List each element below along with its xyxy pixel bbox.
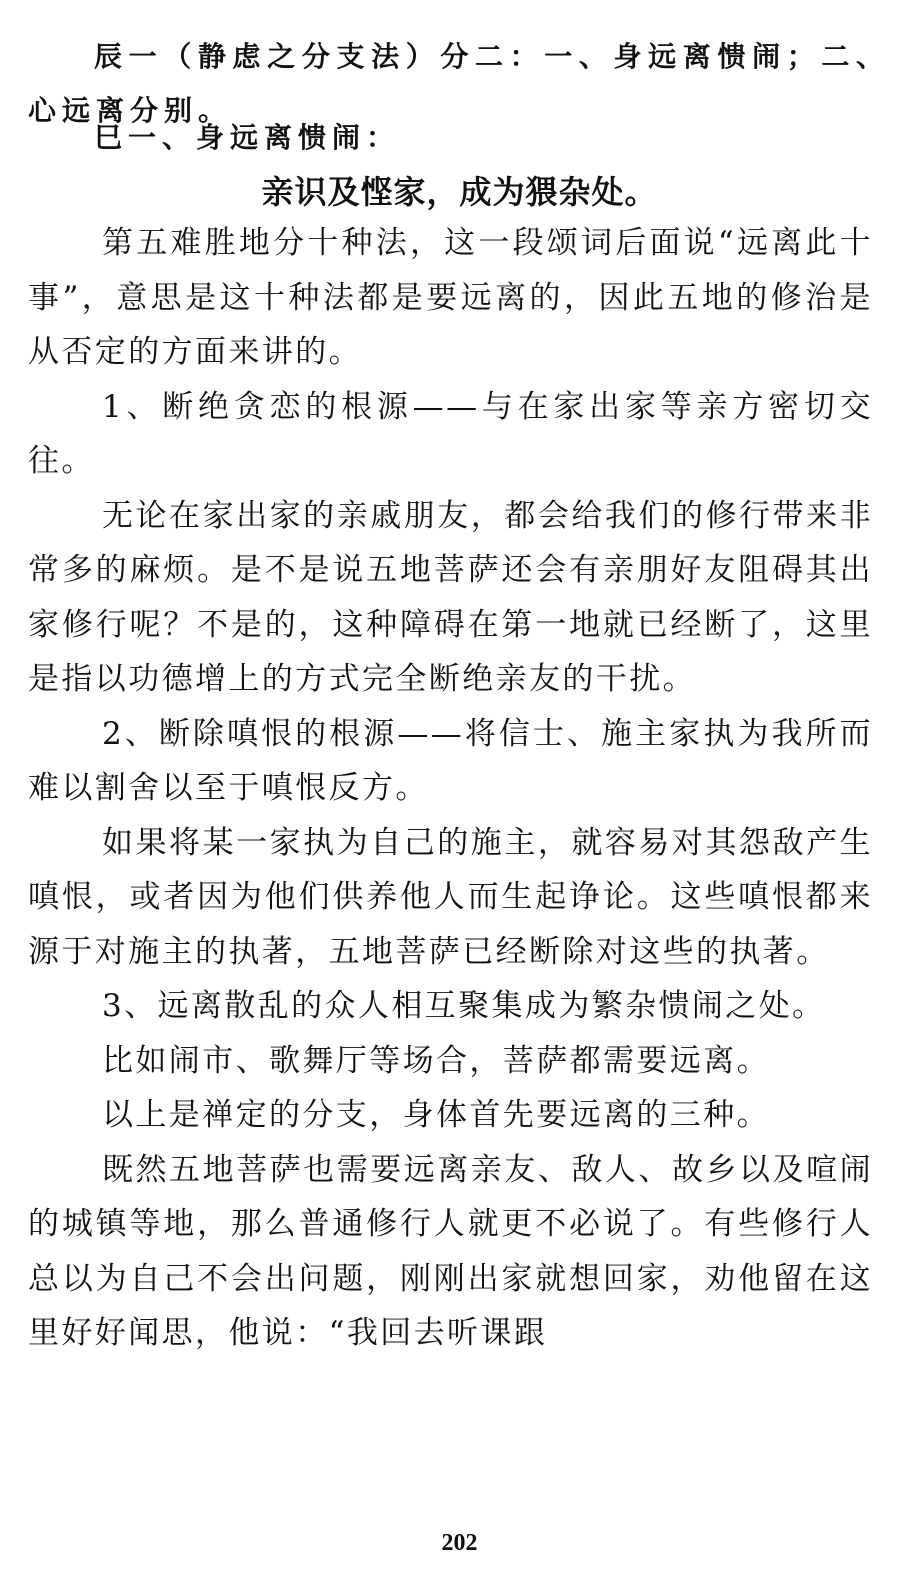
paragraph: 1、断绝贪恋的根源——与在家出家等亲方密切交往。 [28, 388, 873, 479]
paragraph: 如果将某一家执为自己的施主，就容易对其怨敌产生嗔恨，或者因为他们供养他人而生起诤论。这些嗔恨都来源于对施主的执著，五地菩萨已经断除对这些的执著。 [28, 824, 873, 970]
verse-line: 亲识及悭家，成为猥杂处。 [261, 173, 658, 211]
subsection-heading: 巳一、身远离愦闹： [94, 121, 401, 154]
paragraph: 第五难胜地分十种法，这一段颂词后面说“远离此十事”，意思是这十种法都是要远离的，因此五地的修治是从否定的方面来讲的。 [28, 225, 873, 370]
paragraph: 3、远离散乱的众人相互聚集成为繁杂愦闹之处。 [102, 988, 826, 1024]
section-heading: 辰一（静虑之分支法）分二：一、身远离愦闹；二、心远离分别。 [28, 40, 890, 127]
paragraph: 无论在家出家的亲戚朋友，都会给我们的修行带来非常多的麻烦。是不是说五地菩萨还会有亲朋好友阻碍其出家修行呢？不是的，这种障碍在第一地就已经断了，这里是指以功德增上的方式完全断绝亲友的干扰。 [28, 497, 873, 697]
paragraph: 既然五地菩萨也需要远离亲友、敌人、故乡以及喧闹的城镇等地，那么普通修行人就更不必说了。有些修行人总以为自己不会出问题，刚刚出家就想回家，劝他留在这里好好闻思，他说：“我回去听课跟 [28, 1151, 873, 1351]
paragraph: 比如闹市、歌舞厅等场合，菩萨都需要远离。 [102, 1042, 770, 1079]
paragraph: 2、断除嗔恨的根源——将信士、施主家执为我所而难以割舍以至于嗔恨反方。 [28, 715, 873, 806]
paragraph: 以上是禅定的分支，身体首先要远离的三种。 [102, 1097, 770, 1133]
page-number: 202 [441, 1530, 478, 1556]
body-text [28, 216, 873, 1361]
